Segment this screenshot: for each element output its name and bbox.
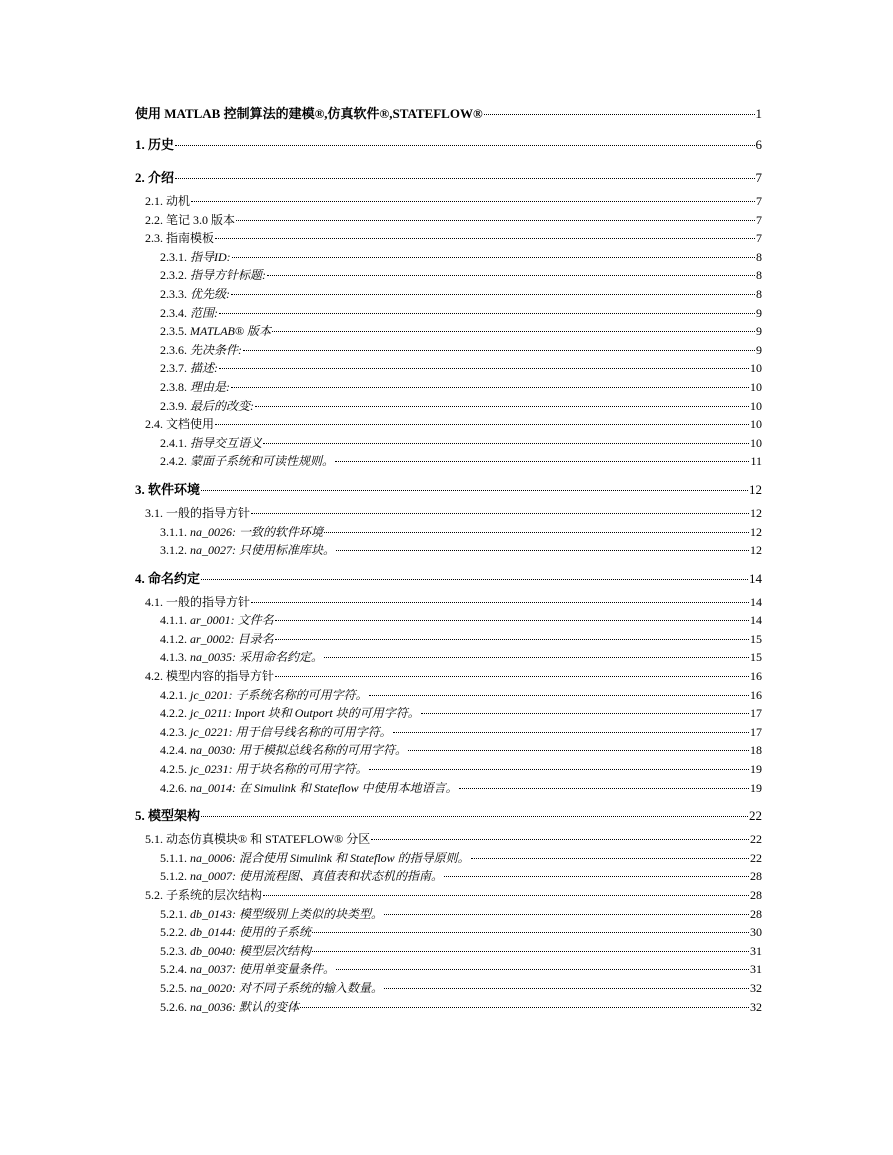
toc-entry-number: 2.1. bbox=[145, 194, 163, 208]
dot-leader bbox=[219, 312, 755, 314]
toc-entry-page-number: 10 bbox=[750, 379, 762, 394]
toc-entry-title: 介绍 bbox=[148, 170, 175, 185]
toc-entry-number: 2.4. bbox=[145, 417, 163, 432]
toc-entry[interactable] bbox=[135, 415, 762, 434]
toc-entry[interactable] bbox=[135, 434, 762, 453]
toc-entry[interactable] bbox=[135, 979, 762, 998]
toc-entry-page-number: 28 bbox=[750, 888, 762, 902]
toc-entry-page-number: 32 bbox=[750, 999, 762, 1014]
toc-entry-title: ar_0002: 目录名 bbox=[190, 631, 274, 646]
dot-leader bbox=[300, 1006, 749, 1008]
toc-entry-page-number: 7 bbox=[756, 194, 762, 208]
toc-entry-title: na_0007: 使用流程图、真值表和状态机的指南。 bbox=[190, 869, 443, 884]
toc-entry-title: na_0026: 一致的软件环境 bbox=[190, 524, 323, 539]
toc-entry[interactable] bbox=[135, 285, 762, 304]
toc-entry-page-number: 6 bbox=[755, 137, 762, 152]
toc-entry[interactable] bbox=[135, 686, 762, 705]
dot-leader bbox=[263, 442, 749, 444]
toc-entry-page-number: 16 bbox=[750, 669, 762, 684]
dot-leader bbox=[201, 489, 748, 491]
toc-entry[interactable] bbox=[135, 452, 762, 471]
toc-entry[interactable] bbox=[135, 104, 762, 124]
toc-entry-title: na_0014: 在 Simulink 和 Stateflow 中使用本地语言。 bbox=[190, 780, 458, 795]
toc-entry-number: 5. bbox=[135, 808, 145, 824]
dot-leader bbox=[444, 875, 749, 877]
toc-entry[interactable] bbox=[135, 779, 762, 798]
toc-entry-number: 5.1. bbox=[145, 832, 163, 847]
toc-entry-number: 4.1. bbox=[145, 594, 163, 609]
toc-entry[interactable] bbox=[135, 523, 762, 542]
dot-leader bbox=[384, 913, 749, 915]
dot-leader bbox=[231, 386, 749, 388]
toc-entry-title: na_0036: 默认的变体 bbox=[190, 999, 299, 1014]
toc-entry-title: 理由是: bbox=[190, 379, 230, 394]
toc-entry-page-number: 12 bbox=[750, 524, 762, 539]
toc-entry-number: 2.3.1. bbox=[160, 249, 187, 264]
toc-entry-title: ar_0001: 文件名 bbox=[190, 613, 274, 628]
toc-entry-number: 5.2.5. bbox=[160, 980, 187, 995]
toc-entry[interactable] bbox=[135, 801, 762, 830]
toc-entry-number: 2.3.6. bbox=[160, 342, 187, 357]
toc-entry-number: 3.1.1. bbox=[160, 524, 187, 539]
toc-entry[interactable] bbox=[135, 704, 762, 723]
toc-entry-number: 4.1.2. bbox=[160, 631, 187, 646]
toc-entry-title: na_0035: 采用命名约定。 bbox=[190, 650, 323, 665]
toc-entry-title: jc_0201: 子系统名称的可用字符。 bbox=[190, 687, 368, 702]
toc-entry-title: db_0144: 使用的子系统 bbox=[190, 925, 311, 940]
toc-entry-page-number: 18 bbox=[750, 743, 762, 758]
toc-entry[interactable] bbox=[135, 378, 762, 397]
toc-entry-title: 笔记 3.0 版本 bbox=[166, 212, 236, 227]
toc-entry-title: na_0006: 混合使用 Simulink 和 Stateflow 的指导原则。 bbox=[190, 850, 470, 865]
dot-leader bbox=[263, 894, 749, 896]
toc-entry-number: 5.2.1. bbox=[160, 906, 187, 921]
toc-entry[interactable] bbox=[135, 942, 762, 961]
toc-entry-number: 3.1. bbox=[145, 505, 163, 520]
dot-leader bbox=[336, 549, 749, 551]
dot-leader bbox=[459, 787, 749, 789]
dot-leader bbox=[251, 601, 749, 603]
toc-entry-title: 描述: bbox=[190, 361, 218, 376]
dot-leader bbox=[201, 815, 748, 817]
toc-entry-page-number: 9 bbox=[756, 324, 762, 339]
toc-entry[interactable] bbox=[135, 886, 762, 905]
dot-leader bbox=[312, 931, 749, 933]
toc-entry[interactable] bbox=[135, 630, 762, 649]
toc-entry[interactable] bbox=[135, 611, 762, 630]
toc-entry[interactable] bbox=[135, 266, 762, 285]
toc-entry[interactable] bbox=[135, 667, 762, 686]
toc-entry-number: 2. bbox=[135, 170, 145, 185]
dot-leader bbox=[215, 237, 755, 239]
toc-entry[interactable] bbox=[135, 593, 762, 612]
toc-entry[interactable] bbox=[135, 163, 762, 192]
toc-entry-number: 4.2.1. bbox=[160, 687, 187, 702]
toc-entry-page-number: 1 bbox=[755, 106, 762, 121]
toc-entry-page-number: 22 bbox=[750, 850, 762, 865]
toc-entry-title: 蒙面子系统和可读性规则。 bbox=[190, 454, 335, 469]
toc-entry[interactable] bbox=[135, 341, 762, 360]
dot-leader bbox=[215, 423, 749, 425]
toc-entry-page-number: 10 bbox=[750, 435, 762, 450]
dot-leader bbox=[369, 694, 749, 696]
toc-entry-page-number: 12 bbox=[749, 481, 762, 497]
toc-entry-page-number: 10 bbox=[750, 398, 762, 413]
toc-entry-page-number: 7 bbox=[755, 170, 762, 185]
toc-entry-number: 4.2.6. bbox=[160, 780, 187, 795]
dot-leader bbox=[231, 293, 755, 295]
toc-entry-number: 2.3.2. bbox=[160, 268, 187, 283]
toc-entry-number: 2.3.4. bbox=[160, 305, 187, 320]
dot-leader bbox=[275, 619, 749, 621]
toc-entry-page-number: 11 bbox=[750, 454, 762, 469]
toc-entry-page-number: 8 bbox=[756, 268, 762, 283]
toc-entry[interactable] bbox=[135, 849, 762, 868]
toc-entry-page-number: 10 bbox=[750, 361, 762, 376]
toc-entry-title: 先决条件: bbox=[190, 342, 242, 357]
toc-entry-title: 模型架构 bbox=[148, 808, 201, 824]
toc-entry-number: 2.4.2. bbox=[160, 454, 187, 469]
toc-entry-title: 命名约定 bbox=[148, 570, 201, 586]
toc-entry-page-number: 14 bbox=[750, 594, 762, 609]
toc-entry-title: db_0040: 模型层次结构 bbox=[190, 943, 311, 958]
dot-leader bbox=[312, 950, 749, 952]
toc-entry-page-number: 14 bbox=[749, 570, 762, 586]
dot-leader bbox=[384, 987, 749, 989]
toc-entry-title: 动机 bbox=[166, 194, 191, 208]
toc-entry-number: 4.2. bbox=[145, 669, 163, 684]
dot-leader bbox=[275, 675, 749, 677]
toc-entry-number: 2.3.7. bbox=[160, 361, 187, 376]
toc-entry-title: 优先级: bbox=[190, 286, 230, 301]
toc-entry-title: db_0143: 模型级别上类似的块类型。 bbox=[190, 906, 383, 921]
toc-entry-number: 5.2.2. bbox=[160, 925, 187, 940]
toc-entry-number: 5.2.4. bbox=[160, 962, 187, 977]
dot-leader bbox=[219, 367, 749, 369]
toc-entry-title: 指导方针标题: bbox=[190, 268, 266, 283]
toc-entry-title: 子系统的层次结构 bbox=[166, 888, 263, 902]
toc-entry-title: 使用 MATLAB 控制算法的建模®,仿真软件®,STATEFLOW® bbox=[135, 106, 483, 121]
dot-leader bbox=[421, 712, 749, 714]
toc-entry-number: 5.2. bbox=[145, 888, 163, 902]
toc-entry[interactable] bbox=[135, 192, 762, 211]
toc-entry[interactable] bbox=[135, 741, 762, 760]
toc-entry-number: 2.3. bbox=[145, 231, 163, 246]
toc-entry[interactable] bbox=[135, 723, 762, 742]
toc-entry-number: 5.1.2. bbox=[160, 869, 187, 884]
toc-entry[interactable] bbox=[135, 248, 762, 267]
toc-entry-page-number: 8 bbox=[756, 286, 762, 301]
toc-entry-title: 指导ID: bbox=[190, 249, 231, 264]
toc-entry-page-number: 7 bbox=[756, 212, 762, 227]
toc-entry-title: 一般的指导方针 bbox=[166, 505, 251, 520]
dot-leader bbox=[255, 405, 749, 407]
toc-entry-number: 4.1.1. bbox=[160, 613, 187, 628]
toc-entry-title: 动态仿真模块® 和 STATEFLOW® 分区 bbox=[166, 832, 371, 847]
toc-entry-title: 指南模板 bbox=[166, 231, 215, 246]
dot-leader bbox=[201, 578, 748, 580]
table-of-contents bbox=[135, 104, 762, 1016]
toc-entry-page-number: 12 bbox=[750, 505, 762, 520]
toc-entry-page-number: 19 bbox=[750, 762, 762, 777]
toc-entry-number: 2.2. bbox=[145, 212, 163, 227]
toc-entry-page-number: 28 bbox=[750, 869, 762, 884]
toc-entry[interactable] bbox=[135, 564, 762, 593]
toc-entry-title: 模型内容的指导方针 bbox=[166, 669, 275, 684]
toc-entry-number: 2.3.9. bbox=[160, 398, 187, 413]
toc-entry-page-number: 9 bbox=[756, 305, 762, 320]
toc-entry-title: 范围: bbox=[190, 305, 218, 320]
toc-entry-number: 4.2.3. bbox=[160, 724, 187, 739]
toc-entry-page-number: 15 bbox=[750, 650, 762, 665]
dot-leader bbox=[371, 838, 749, 840]
toc-entry-number: 2.3.3. bbox=[160, 286, 187, 301]
toc-entry-page-number: 7 bbox=[756, 231, 762, 246]
toc-entry-title: 最后的改变: bbox=[190, 398, 254, 413]
dot-leader bbox=[243, 349, 755, 351]
toc-entry[interactable] bbox=[135, 998, 762, 1017]
toc-entry-page-number: 17 bbox=[750, 724, 762, 739]
toc-entry-number: 4.2.2. bbox=[160, 706, 187, 721]
toc-entry-page-number: 32 bbox=[750, 980, 762, 995]
toc-entry-page-number: 31 bbox=[750, 943, 762, 958]
toc-entry-title: na_0027: 只使用标准库块。 bbox=[190, 543, 335, 558]
toc-entry-page-number: 16 bbox=[750, 687, 762, 702]
dot-leader bbox=[408, 749, 749, 751]
toc-entry[interactable] bbox=[135, 130, 762, 159]
toc-entry-number: 4.1.3. bbox=[160, 650, 187, 665]
dot-leader bbox=[324, 656, 749, 658]
toc-entry-page-number: 8 bbox=[756, 249, 762, 264]
toc-entry-title: 文档使用 bbox=[166, 417, 215, 432]
toc-entry-title: 软件环境 bbox=[148, 481, 201, 497]
dot-leader bbox=[236, 219, 755, 221]
toc-entry[interactable] bbox=[135, 229, 762, 248]
dot-leader bbox=[471, 857, 749, 859]
toc-entry[interactable] bbox=[135, 960, 762, 979]
toc-entry[interactable] bbox=[135, 830, 762, 849]
toc-entry-title: 历史 bbox=[148, 137, 175, 152]
toc-entry[interactable] bbox=[135, 322, 762, 341]
toc-entry-number: 4.2.4. bbox=[160, 743, 187, 758]
toc-entry-page-number: 17 bbox=[750, 706, 762, 721]
toc-entry-page-number: 12 bbox=[750, 543, 762, 558]
toc-entry-page-number: 28 bbox=[750, 906, 762, 921]
dot-leader bbox=[232, 256, 755, 258]
toc-entry[interactable] bbox=[135, 867, 762, 886]
toc-entry[interactable] bbox=[135, 923, 762, 942]
toc-entry-title: na_0037: 使用单变量条件。 bbox=[190, 962, 335, 977]
dot-leader bbox=[275, 638, 749, 640]
dot-leader bbox=[336, 968, 749, 970]
dot-leader bbox=[272, 330, 755, 332]
toc-entry[interactable] bbox=[135, 397, 762, 416]
dot-leader bbox=[324, 531, 749, 533]
toc-entry[interactable] bbox=[135, 475, 762, 504]
toc-entry-page-number: 22 bbox=[750, 832, 762, 847]
toc-entry-number: 5.2.6. bbox=[160, 999, 187, 1014]
toc-entry-number: 2.3.5. bbox=[160, 324, 187, 339]
toc-entry-title: 一般的指导方针 bbox=[166, 594, 251, 609]
toc-entry[interactable] bbox=[135, 211, 762, 230]
toc-entry[interactable] bbox=[135, 648, 762, 667]
toc-entry-number: 3. bbox=[135, 481, 145, 497]
toc-entry-number: 5.1.1. bbox=[160, 850, 187, 865]
toc-entry[interactable] bbox=[135, 905, 762, 924]
toc-entry-number: 2.3.8. bbox=[160, 379, 187, 394]
toc-entry-title: na_0020: 对不同子系统的输入数量。 bbox=[190, 980, 383, 995]
dot-leader bbox=[393, 731, 749, 733]
dot-leader bbox=[484, 113, 755, 115]
toc-entry-page-number: 10 bbox=[750, 417, 762, 432]
toc-entry-page-number: 15 bbox=[750, 631, 762, 646]
toc-entry[interactable] bbox=[135, 304, 762, 323]
toc-entry-number: 4. bbox=[135, 570, 145, 586]
toc-entry[interactable] bbox=[135, 541, 762, 560]
toc-entry-number: 4.2.5. bbox=[160, 762, 187, 777]
toc-entry-title: jc_0221: 用于信号线名称的可用字符。 bbox=[190, 724, 392, 739]
toc-entry-page-number: 30 bbox=[750, 925, 762, 940]
toc-entry-title: jc_0231: 用于块名称的可用字符。 bbox=[190, 762, 368, 777]
dot-leader bbox=[191, 200, 755, 202]
toc-entry-page-number: 9 bbox=[756, 342, 762, 357]
toc-entry-page-number: 14 bbox=[750, 613, 762, 628]
toc-entry-page-number: 22 bbox=[749, 808, 762, 824]
toc-entry-title: 指导交互语义 bbox=[190, 435, 263, 450]
toc-entry-title: na_0030: 用于模拟总线名称的可用字符。 bbox=[190, 743, 407, 758]
dot-leader bbox=[251, 512, 749, 514]
toc-entry-page-number: 19 bbox=[750, 780, 762, 795]
toc-entry-number: 3.1.2. bbox=[160, 543, 187, 558]
toc-entry[interactable] bbox=[135, 504, 762, 523]
dot-leader bbox=[369, 768, 749, 770]
toc-entry-number: 5.2.3. bbox=[160, 943, 187, 958]
dot-leader bbox=[175, 177, 754, 179]
dot-leader bbox=[335, 460, 749, 462]
toc-entry-title: jc_0211: Inport 块和 Outport 块的可用字符。 bbox=[190, 706, 420, 721]
toc-entry-number: 1. bbox=[135, 137, 145, 152]
toc-entry[interactable] bbox=[135, 359, 762, 378]
toc-entry-title: MATLAB® 版本 bbox=[190, 324, 272, 339]
toc-entry-page-number: 31 bbox=[750, 962, 762, 977]
toc-entry[interactable] bbox=[135, 760, 762, 779]
dot-leader bbox=[267, 274, 755, 276]
toc-entry-number: 2.4.1. bbox=[160, 435, 187, 450]
dot-leader bbox=[175, 144, 754, 146]
